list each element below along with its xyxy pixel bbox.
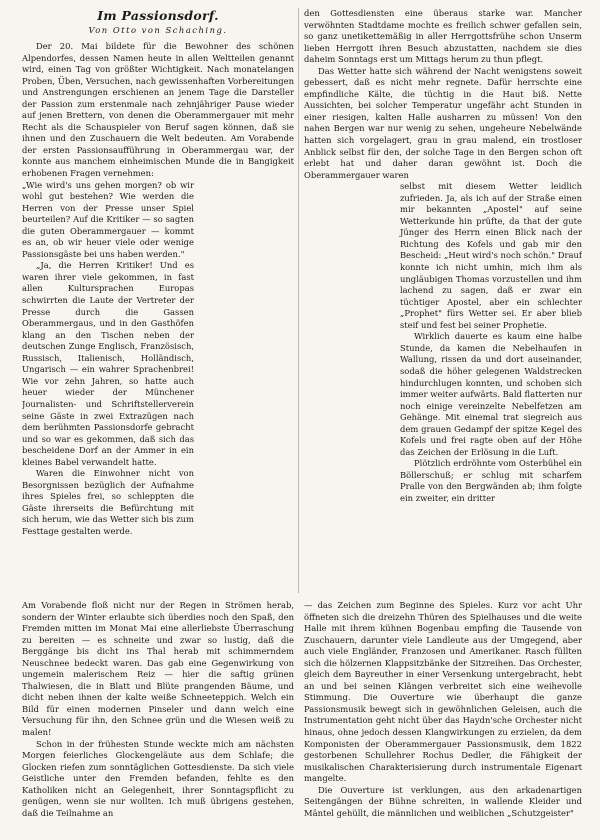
paragraph: Die Ouverture ist verklungen, aus den arkadenartigen Seitengängen der Bühne schreiten, in wallende Kleider und Mäntel gehüllt, die männlichen und weiblichen „Schutzgeister" bbox=[304, 784, 582, 818]
column-left-narrow bbox=[22, 180, 194, 538]
paragraph: selbst mit diesem Wetter leidlich zufrieden. Ja, als ich auf der Straße einen mir bekannten „Apostel" auf seine Wetterkunde hin prüfte, da that der gute Jünger des Herrn einen Blick nach der Richtung des Kofels und gab mir den Bescheid: „Heut wird's noch schön." Drauf konnte ich nicht umhin, mich ihm als ungläubigen Thomas vorzustellen und ihm lachend zu sagen, daß er zwar ein tüchtiger Apostel, aber ein schlechter „Prophet" fürs Wetter sei. Er aber blieb steif und fest bei seiner Prophetie. bbox=[400, 181, 582, 330]
article-title: Im Passionsdorf. bbox=[97, 8, 219, 23]
column-divider bbox=[298, 8, 299, 593]
bottom-left bbox=[22, 600, 294, 819]
paragraph: Der 20. Mai bildete für die Bewohner des schönen Alpendorfes, dessen Namen heute in allen Weltteilen genannt wird, einen Tag von größter Wichtigkeit. Nach monatelangen Proben, Üben, Versuchen, nach gewissenhaften Vorbereitungen und Anstrengungen erschienen an jenem Tage die Darsteller der Passion zum erstenmale nach zehnjähriger Pause wieder auf jenen Brettern, von denen die Oberammergauer mit mehr Recht als die Schauspieler von Beruf sagen können, daß sie ihnen und den Zuschauern die Welt bedeuten. Am Vorabende der ersten Passionsaufführung in Oberammergau war, der konnte aus manchem einheimischen Munde die in Bangigkeit erhobenen Fragen vernehmen: bbox=[22, 41, 294, 179]
column-right-narrow bbox=[400, 181, 582, 504]
paragraph: „Ja, die Herren Kritiker! Und es waren ihrer viele gekommen, in fast allen Kultursprachen Europas schwirrten die Laute der Vertreter der Presse durch die Gassen Oberammergaus, und in den Gasthöfen klang an den Tischen neben der deutschen Zunge Englisch, Französisch, Russisch, Italienisch, Holländisch, Ungarisch — ein wahrer Sprachenbrei! Wie vor zehn Jahren, so hatte auch heuer wieder der Münchener Journalisten- und Schriftstellerverein seine Gäste in zwei Extrazügen nach dem berühmten Passionsdorfe gebracht und so war es gekommen, daß sich das bescheidene Dorf an der Ammer in ein kleines Babel verwandelt hatte. bbox=[22, 260, 194, 467]
bottom-right bbox=[304, 600, 582, 819]
paragraph: den Gottesdiensten eine überaus starke war. Mancher verwöhnten Stadtdame mochte es freilich schwer gefallen sein, so ganz unetikettemäßig in aller Herrgottsfrühe schon Unserm lieben Herrgott ihren Besuch abzustatten, nachdem sie dies daheim Sonntags erst um Mittags herum zu thun pflegt. bbox=[304, 8, 582, 65]
paragraph: Plötzlich erdröhnte vom Osterbühel ein Böllerschuß; er schlug mit scharfem Pralle von den Bergwänden ab; ihm folgte ein zweiter, ein dritter bbox=[400, 458, 582, 503]
column-right bbox=[304, 8, 582, 505]
paragraph: Waren die Einwohner nicht von Besorgnissen bezüglich der Aufnahme ihres Spieles frei, so schleppten die Gäste ihrerseits die Befürchtung mit sich herum, wie das Wetter sich bis zum Festtage gestalten werde. bbox=[22, 468, 194, 536]
paragraph: — das Zeichen zum Beginne des Spieles. Kurz vor acht Uhr öffneten sich die dreizehn Thüren des Spielhauses und die weite Halle mit ihrem kühnen Bogenbau empfing die Tausende von Zuschauern, darunter viele Landleute aus der Umgegend, aber auch viele Engländer, Franzosen und Amerikaner. Rasch füllten sich die hölzernen Klappsitzbänke der Sitzreihen. Das Orchester, gleich dem Bayreuther in einer Versenkung untergebracht, hebt an und bei seinen Klängen verbreitet sich eine weihevolle Stimmung. Die Ouverture wie überhaupt die ganze Passionsmusik bewegt sich in gewöhnlichen Geleisen, auch die Instrumentation geht nicht über das Haydn'sche Orchester nicht hinaus, ohne jedoch dessen Klangwirkungen zu erzielen, da dem Komponisten der Oberammergauer Passionsmusik, dem 1822 gestorbenen Schullehrer Rochus Dedler, die Fähigkeit der musikalischen Charakterisierung durch instrumentale Eigenart mangelte. bbox=[304, 600, 582, 784]
bottom-section bbox=[22, 600, 582, 819]
paragraph: Am Vorabende floß nicht nur der Regen in Strömen herab, sondern der Winter erlaubte sich überdies noch den Spaß, den Fremden mitten im Monat Mai eine allerliebste Überraschung zu bereiten — es schneite und zwar so lustig, daß die Berggänge bis dicht ins Thal herab mit schimmerndem Neuschnee bedeckt waren. Das gab eine Gegenwirkung von ungemein malerischem Reiz — hier die saftig grünen Thalwiesen, die in Blatt und Blüte prangenden Bäume, und dicht neben ihnen der kalte weiße Schneeteppich. Welch ein Bild für einen modernen Pinseler und dann welch eine Versuchung für ihn, den Schnee grün und die Wiesen weiß zu malen! bbox=[22, 600, 294, 738]
paragraph: Wirklich dauerte es kaum eine halbe Stunde, da kamen die Nebelhaufen in Wallung, rissen da und dort auseinander, sodaß die höher gelegenen Waldstrecken hindurchlugen konnten, und schoben sich immer weiter aufwärts. Bald flatterten nur noch einige vereinzelte Nebelfetzen am Gehänge. Mit einemal trat siegreich aus dem grauen Gedampf der spitze Kegel des Kofels und frei ragte oben auf der Höhe das Zeichen der Erlösung in die Luft. bbox=[400, 331, 582, 457]
paragraph: Das Wetter hatte sich während der Nacht wenigstens soweit gebessert, daß es nicht mehr regnete. Dafür herrschte eine empfindliche Kälte, die tüchtig in die Haut biß. Nette Aussichten, bei solcher Temperatur ungefähr acht Stunden in einer riesigen, kalten Halle ausharren zu müssen! Von den nahen Bergen war nur wenig zu sehen, ungeheure Nebelwände hatten sich vorgelagert, grau in grau malend, ein trostloser Anblick selbst für den, der solche Tage in den Bergen schon oft erlebt hat und daher daran gewöhnt ist. Doch die Oberammergauer waren bbox=[304, 65, 582, 180]
article-byline: Von Otto von Schaching. bbox=[88, 25, 228, 35]
paragraph: „Wie wird's uns gehen morgen? ob wir wohl gut bestehen? Wie werden die Herren von der Presse unser Spiel beurteilen? Auf die Kritiker — so sagten die guten Oberammergauer — kommt es an, ob wir heuer viele oder wenige Passionsgäste bei uns haben werden." bbox=[22, 179, 194, 259]
paragraph: Schon in der frühesten Stunde weckte mich am nächsten Morgen feierliches Glockengeläute aus dem Schlafe; die Glocken riefen zum sonntäglichen Gottesdienste. Da sich viele Geistliche unter den Fremden befanden, fehlte es den Katholiken nicht an Gelegenheit, ihrer Sonntagspflicht zu genügen, wenn sie nur wollten. Ich muß übrigens gestehen, daß die Teilnahme an bbox=[22, 738, 294, 818]
column-left bbox=[22, 8, 294, 538]
